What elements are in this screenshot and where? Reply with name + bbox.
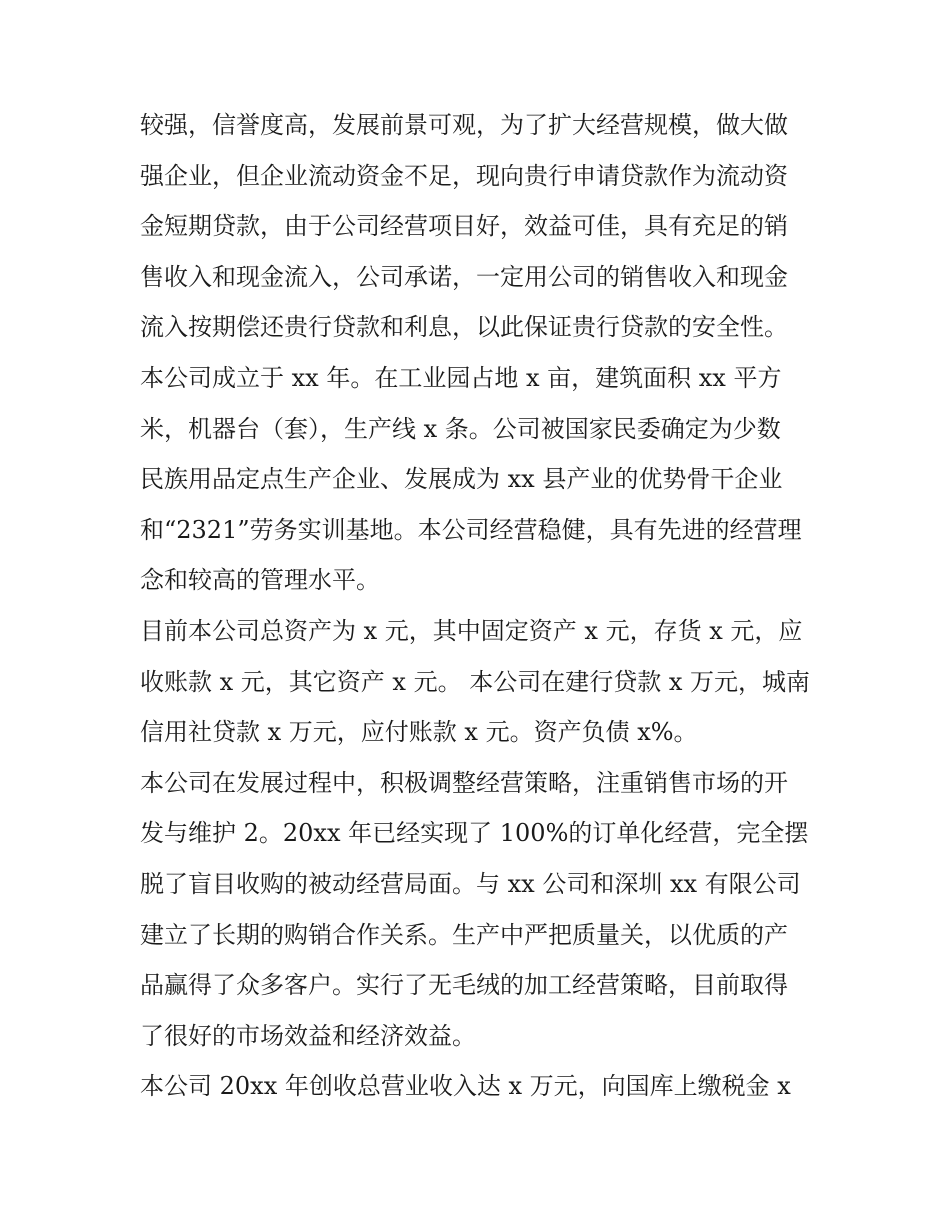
text-line: 流入按期偿还贵行贷款和利息，以此保证贵行贷款的安全性。 — [140, 313, 788, 342]
text-line: 售收入和现金流入，公司承诺，一定用公司的销售收入和现金 — [140, 262, 788, 291]
text-line: 民族用品定点生产企业、发展成为 xx 县产业的优势骨干企业 — [140, 465, 783, 494]
text-line: 念和较高的管理水平。 — [140, 566, 380, 595]
text-line: 米，机器台（套），生产线 x 条。公司被国家民委确定为少数 — [140, 414, 781, 443]
text-line: 和“2321”劳务实训基地。本公司经营稳健，具有先进的经营理 — [140, 515, 802, 544]
text-line: 脱了盲目收购的被动经营局面。与 xx 公司和深圳 xx 有限公司 — [140, 869, 801, 898]
text-line: 信用社贷款 x 万元，应付账款 x 元。资产负债 x%。 — [140, 718, 698, 747]
text-line: 金短期贷款，由于公司经营项目好，效益可佳，具有充足的销 — [140, 212, 788, 241]
text-line: 收账款 x 元，其它资产 x 元。 本公司在建行贷款 x 万元，城南 — [140, 667, 811, 696]
text-line: 本公司在发展过程中，积极调整经营策略，注重销售市场的开 — [140, 768, 788, 797]
document-body — [140, 100, 820, 1112]
text-line: 了很好的市场效益和经济效益。 — [140, 1021, 476, 1050]
text-line: 本公司成立于 xx 年。在工业园占地 x 亩，建筑面积 xx 平方 — [140, 363, 782, 392]
text-line: 品赢得了众多客户。实行了无毛绒的加工经营策略，目前取得 — [140, 971, 788, 1000]
text-line: 目前本公司总资产为 x 元，其中固定资产 x 元，存货 x 元，应 — [140, 616, 803, 645]
text-line: 建立了长期的购销合作关系。生产中严把质量关，以优质的产 — [140, 920, 788, 949]
text-line: 较强，信誉度高，发展前景可观，为了扩大经营规模，做大做 — [140, 111, 788, 139]
text-line: 本公司 20xx 年创收总营业收入达 x 万元，向国库上缴税金 x — [140, 1072, 791, 1101]
text-line: 发与维护 2。20xx 年已经实现了 100%的订单化经营，完全摆 — [140, 819, 809, 848]
text-line: 强企业，但企业流动资金不足，现向贵行申请贷款作为流动资 — [140, 161, 788, 190]
